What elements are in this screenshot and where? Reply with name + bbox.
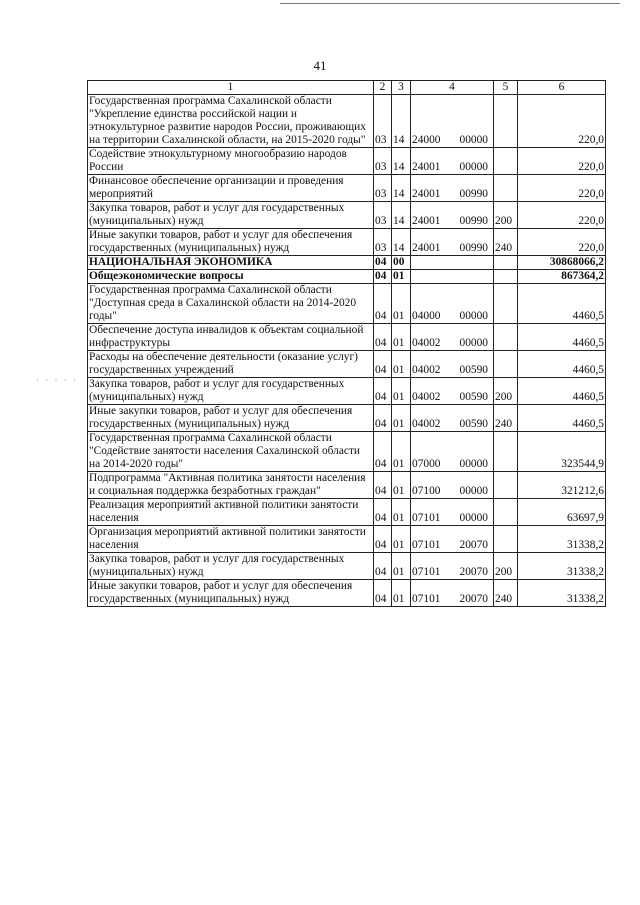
row-target-article-program: 04002 xyxy=(412,418,441,430)
table-row xyxy=(88,378,606,405)
table-row xyxy=(88,256,606,270)
row-target-article-program: 07000 xyxy=(412,458,441,470)
row-target-article-program: 07101 xyxy=(412,539,441,551)
row-target-article-program: 24001 xyxy=(412,215,441,227)
row-target-article-direction: 00000 xyxy=(459,458,488,470)
row-target-article-direction: 00990 xyxy=(459,188,488,200)
row-amount: 31338,2 xyxy=(518,553,606,580)
row-target-article xyxy=(411,432,494,472)
row-section-code: 04 xyxy=(374,432,392,472)
row-amount: 4460,5 xyxy=(518,405,606,432)
row-expense-type xyxy=(494,472,518,499)
row-target-article xyxy=(411,351,494,378)
row-amount: 31338,2 xyxy=(518,526,606,553)
table-row xyxy=(88,499,606,526)
row-name: Финансовое обеспечение организации и проведения мероприятий xyxy=(88,175,374,202)
row-expense-type xyxy=(494,324,518,351)
row-subsection-code: 01 xyxy=(392,351,411,378)
row-target-article-program: 04002 xyxy=(412,337,441,349)
row-name: Расходы на обеспечение деятельности (оказание услуг) государственных учреждений xyxy=(88,351,374,378)
row-expense-type xyxy=(494,148,518,175)
row-amount: 323544,9 xyxy=(518,432,606,472)
row-subsection-code: 01 xyxy=(392,284,411,324)
row-target-article xyxy=(411,472,494,499)
col-header-3: 3 xyxy=(392,81,411,95)
row-target-article-direction: 00000 xyxy=(459,134,488,146)
col-header-2: 2 xyxy=(374,81,392,95)
row-target-article xyxy=(411,580,494,607)
row-target-article xyxy=(411,284,494,324)
row-target-article-program: 04002 xyxy=(412,364,441,376)
table-row xyxy=(88,175,606,202)
row-expense-type xyxy=(494,256,518,270)
row-name: Закупка товаров, работ и услуг для государственных (муниципальных) нужд xyxy=(88,553,374,580)
row-expense-type xyxy=(494,526,518,553)
row-section-code: 04 xyxy=(374,351,392,378)
table-row xyxy=(88,405,606,432)
row-target-article-direction: 00590 xyxy=(459,418,488,430)
row-target-article xyxy=(411,378,494,405)
row-name: Общеэкономические вопросы xyxy=(88,270,374,284)
row-expense-type xyxy=(494,284,518,324)
table-row xyxy=(88,148,606,175)
row-section-code: 04 xyxy=(374,270,392,284)
row-section-code: 04 xyxy=(374,526,392,553)
row-target-article-program: 24001 xyxy=(412,242,441,254)
table-row xyxy=(88,229,606,256)
margin-mark: · · · · · xyxy=(36,375,78,385)
row-section-code: 04 xyxy=(374,378,392,405)
row-name: Иные закупки товаров, работ и услуг для обеспечения государственных (муниципальных) нужд xyxy=(88,405,374,432)
row-name: Государственная программа Сахалинской области "Доступная среда в Сахалинской области на 2014-2020 годы" xyxy=(88,284,374,324)
row-name: Организация мероприятий активной политики занятости населения xyxy=(88,526,374,553)
row-subsection-code: 14 xyxy=(392,175,411,202)
row-amount: 220,0 xyxy=(518,202,606,229)
row-amount: 31338,2 xyxy=(518,580,606,607)
row-subsection-code: 01 xyxy=(392,324,411,351)
row-target-article-direction: 00000 xyxy=(459,485,488,497)
table-row xyxy=(88,202,606,229)
row-expense-type xyxy=(494,175,518,202)
row-subsection-code: 01 xyxy=(392,432,411,472)
row-target-article xyxy=(411,229,494,256)
row-target-article xyxy=(411,175,494,202)
col-header-4: 4 xyxy=(411,81,494,95)
col-header-1: 1 xyxy=(88,81,374,95)
row-name: Государственная программа Сахалинской области "Укрепление единства российской нации и этнокультурное развитие народов России, проживающих на территории Сахалинской области, на 2015-2020 годы" xyxy=(88,95,374,148)
row-section-code: 03 xyxy=(374,229,392,256)
row-target-article-direction: 00000 xyxy=(459,337,488,349)
table-row xyxy=(88,526,606,553)
row-name: Обеспечение доступа инвалидов к объектам социальной инфраструктуры xyxy=(88,324,374,351)
row-section-code: 03 xyxy=(374,175,392,202)
row-subsection-code: 14 xyxy=(392,202,411,229)
row-target-article-program: 04002 xyxy=(412,391,441,403)
row-expense-type xyxy=(494,95,518,148)
row-name: Иные закупки товаров, работ и услуг для обеспечения государственных (муниципальных) нужд xyxy=(88,580,374,607)
row-expense-type xyxy=(494,270,518,284)
row-amount: 220,0 xyxy=(518,95,606,148)
row-name: Иные закупки товаров, работ и услуг для обеспечения государственных (муниципальных) нужд xyxy=(88,229,374,256)
row-target-article xyxy=(411,95,494,148)
row-amount: 63697,9 xyxy=(518,499,606,526)
row-expense-type xyxy=(494,499,518,526)
row-target-article xyxy=(411,324,494,351)
row-amount: 220,0 xyxy=(518,148,606,175)
row-name: Государственная программа Сахалинской области "Содействие занятости населения Сахалинской области на 2014-2020 годы" xyxy=(88,432,374,472)
row-target-article-direction: 20070 xyxy=(459,539,488,551)
row-name: НАЦИОНАЛЬНАЯ ЭКОНОМИКА xyxy=(88,256,374,270)
row-target-article-direction: 00990 xyxy=(459,215,488,227)
row-target-article-program: 24001 xyxy=(412,188,441,200)
row-target-article-program: 07101 xyxy=(412,593,441,605)
row-target-article xyxy=(411,148,494,175)
row-expense-type xyxy=(494,432,518,472)
table-row xyxy=(88,432,606,472)
table-body xyxy=(88,95,606,607)
row-subsection-code: 01 xyxy=(392,499,411,526)
row-name: Подпрограмма "Активная политика занятости населения и социальная поддержка безработных граждан" xyxy=(88,472,374,499)
row-target-article-direction: 00000 xyxy=(459,512,488,524)
row-target-article-direction: 00590 xyxy=(459,364,488,376)
row-target-article-program: 24001 xyxy=(412,161,441,173)
row-amount: 4460,5 xyxy=(518,378,606,405)
row-section-code: 04 xyxy=(374,284,392,324)
col-header-5: 5 xyxy=(494,81,518,95)
table-row xyxy=(88,580,606,607)
row-target-article-direction: 00590 xyxy=(459,391,488,403)
row-amount: 220,0 xyxy=(518,175,606,202)
table-row xyxy=(88,553,606,580)
row-target-article xyxy=(411,202,494,229)
row-section-code: 03 xyxy=(374,95,392,148)
table-row xyxy=(88,472,606,499)
row-section-code: 04 xyxy=(374,256,392,270)
row-subsection-code: 01 xyxy=(392,553,411,580)
table-row xyxy=(88,351,606,378)
row-expense-type: 200 xyxy=(494,378,518,405)
row-target-article xyxy=(411,405,494,432)
row-subsection-code: 01 xyxy=(392,526,411,553)
row-section-code: 03 xyxy=(374,202,392,229)
row-expense-type: 240 xyxy=(494,580,518,607)
row-section-code: 04 xyxy=(374,472,392,499)
row-subsection-code: 14 xyxy=(392,148,411,175)
row-expense-type: 240 xyxy=(494,405,518,432)
row-amount: 321212,6 xyxy=(518,472,606,499)
row-target-article xyxy=(411,256,494,270)
row-subsection-code: 14 xyxy=(392,95,411,148)
row-target-article-direction: 20070 xyxy=(459,566,488,578)
row-section-code: 04 xyxy=(374,580,392,607)
row-target-article-program: 24000 xyxy=(412,134,441,146)
row-name: Закупка товаров, работ и услуг для государственных (муниципальных) нужд xyxy=(88,378,374,405)
row-subsection-code: 14 xyxy=(392,229,411,256)
row-name: Реализация мероприятий активной политики занятости населения xyxy=(88,499,374,526)
table-row xyxy=(88,95,606,148)
row-target-article xyxy=(411,553,494,580)
col-header-6: 6 xyxy=(518,81,606,95)
row-name: Закупка товаров, работ и услуг для государственных (муниципальных) нужд xyxy=(88,202,374,229)
row-target-article-direction: 00000 xyxy=(459,310,488,322)
table-row xyxy=(88,270,606,284)
row-expense-type: 200 xyxy=(494,202,518,229)
row-amount: 4460,5 xyxy=(518,284,606,324)
row-target-article xyxy=(411,526,494,553)
row-subsection-code: 01 xyxy=(392,270,411,284)
row-target-article-program: 07100 xyxy=(412,485,441,497)
row-target-article-program: 04000 xyxy=(412,310,441,322)
row-target-article-program: 07101 xyxy=(412,566,441,578)
row-expense-type xyxy=(494,351,518,378)
row-subsection-code: 01 xyxy=(392,580,411,607)
row-subsection-code: 00 xyxy=(392,256,411,270)
row-target-article-direction: 20070 xyxy=(459,593,488,605)
row-section-code: 04 xyxy=(374,405,392,432)
budget-table xyxy=(87,80,606,607)
row-section-code: 04 xyxy=(374,499,392,526)
row-section-code: 03 xyxy=(374,148,392,175)
table-header-row xyxy=(88,81,606,95)
row-target-article xyxy=(411,270,494,284)
row-subsection-code: 01 xyxy=(392,405,411,432)
row-section-code: 04 xyxy=(374,324,392,351)
row-target-article-program: 07101 xyxy=(412,512,441,524)
table-row xyxy=(88,324,606,351)
page-number: 41 xyxy=(313,58,327,73)
row-amount: 4460,5 xyxy=(518,351,606,378)
row-amount: 30868066,2 xyxy=(518,256,606,270)
row-expense-type: 200 xyxy=(494,553,518,580)
row-target-article-direction: 00990 xyxy=(459,242,488,254)
row-subsection-code: 01 xyxy=(392,378,411,405)
row-expense-type: 240 xyxy=(494,229,518,256)
row-section-code: 04 xyxy=(374,553,392,580)
row-subsection-code: 01 xyxy=(392,472,411,499)
row-target-article-direction: 00000 xyxy=(459,161,488,173)
row-name: Содействие этнокультурному многообразию народов России xyxy=(88,148,374,175)
table-row xyxy=(88,284,606,324)
row-amount: 4460,5 xyxy=(518,324,606,351)
top-rule xyxy=(280,3,620,4)
row-target-article xyxy=(411,499,494,526)
row-amount: 867364,2 xyxy=(518,270,606,284)
row-amount: 220,0 xyxy=(518,229,606,256)
